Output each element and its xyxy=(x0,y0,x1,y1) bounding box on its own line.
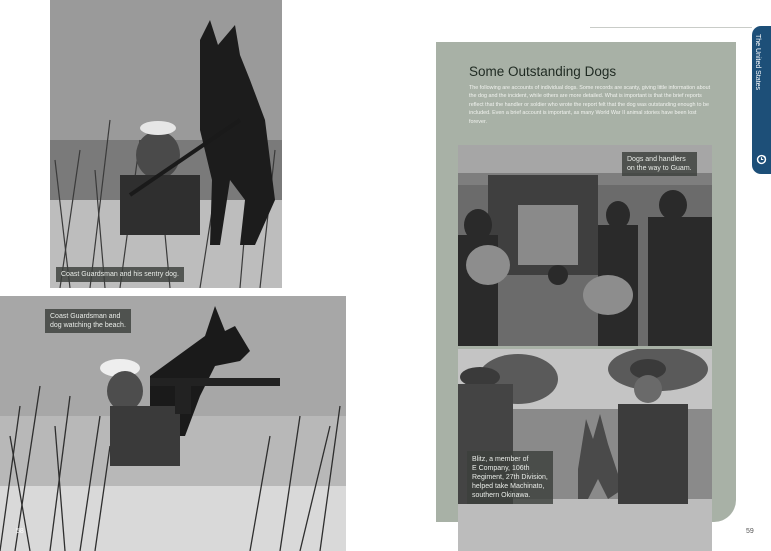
header-rule xyxy=(590,27,752,28)
clock-arrow-icon xyxy=(756,154,767,165)
caption-line: helped take Machinato, xyxy=(472,483,545,490)
caption-guardsman-sentry-dog xyxy=(56,267,184,282)
caption-line: E Company, 106th xyxy=(472,465,530,472)
page-number-left: 58 xyxy=(16,528,24,535)
page-number-right: 59 xyxy=(746,528,754,535)
section-tab-label: The United States xyxy=(754,34,761,91)
caption-line: Regiment, 27th Division, xyxy=(472,474,548,481)
photo-guardsman-beach xyxy=(0,296,346,551)
caption-line: Dogs and handlers xyxy=(627,156,686,163)
caption-dogs-handlers-guam xyxy=(622,152,697,176)
caption-line: Blitz, a member of xyxy=(472,456,529,463)
intro-paragraph: The following are accounts of individual dogs. Some records are scanty, giving little information about the dog and the incident, while others are more detailed. What is important is that the brief reports reflect that the handler or soldier who wrote the report felt that the dog was outstanding enough to be included. Even a brief account is important, as many World War II animal stories have been lost forever. xyxy=(469,85,711,125)
photo-blitz-okinawa xyxy=(458,349,712,551)
caption-line: on the way to Guam. xyxy=(627,165,692,172)
caption-line: southern Okinawa. xyxy=(472,492,531,499)
photo-guardsman-sentry-dog xyxy=(50,0,282,288)
caption-blitz-okinawa xyxy=(467,451,553,504)
caption-line: Coast Guardsman and xyxy=(50,313,121,320)
caption-text: Coast Guardsman and his sentry dog. xyxy=(61,271,179,278)
caption-guardsman-beach xyxy=(45,309,131,333)
page-title: Some Outstanding Dogs xyxy=(469,64,617,79)
caption-line: dog watching the beach. xyxy=(50,322,126,329)
